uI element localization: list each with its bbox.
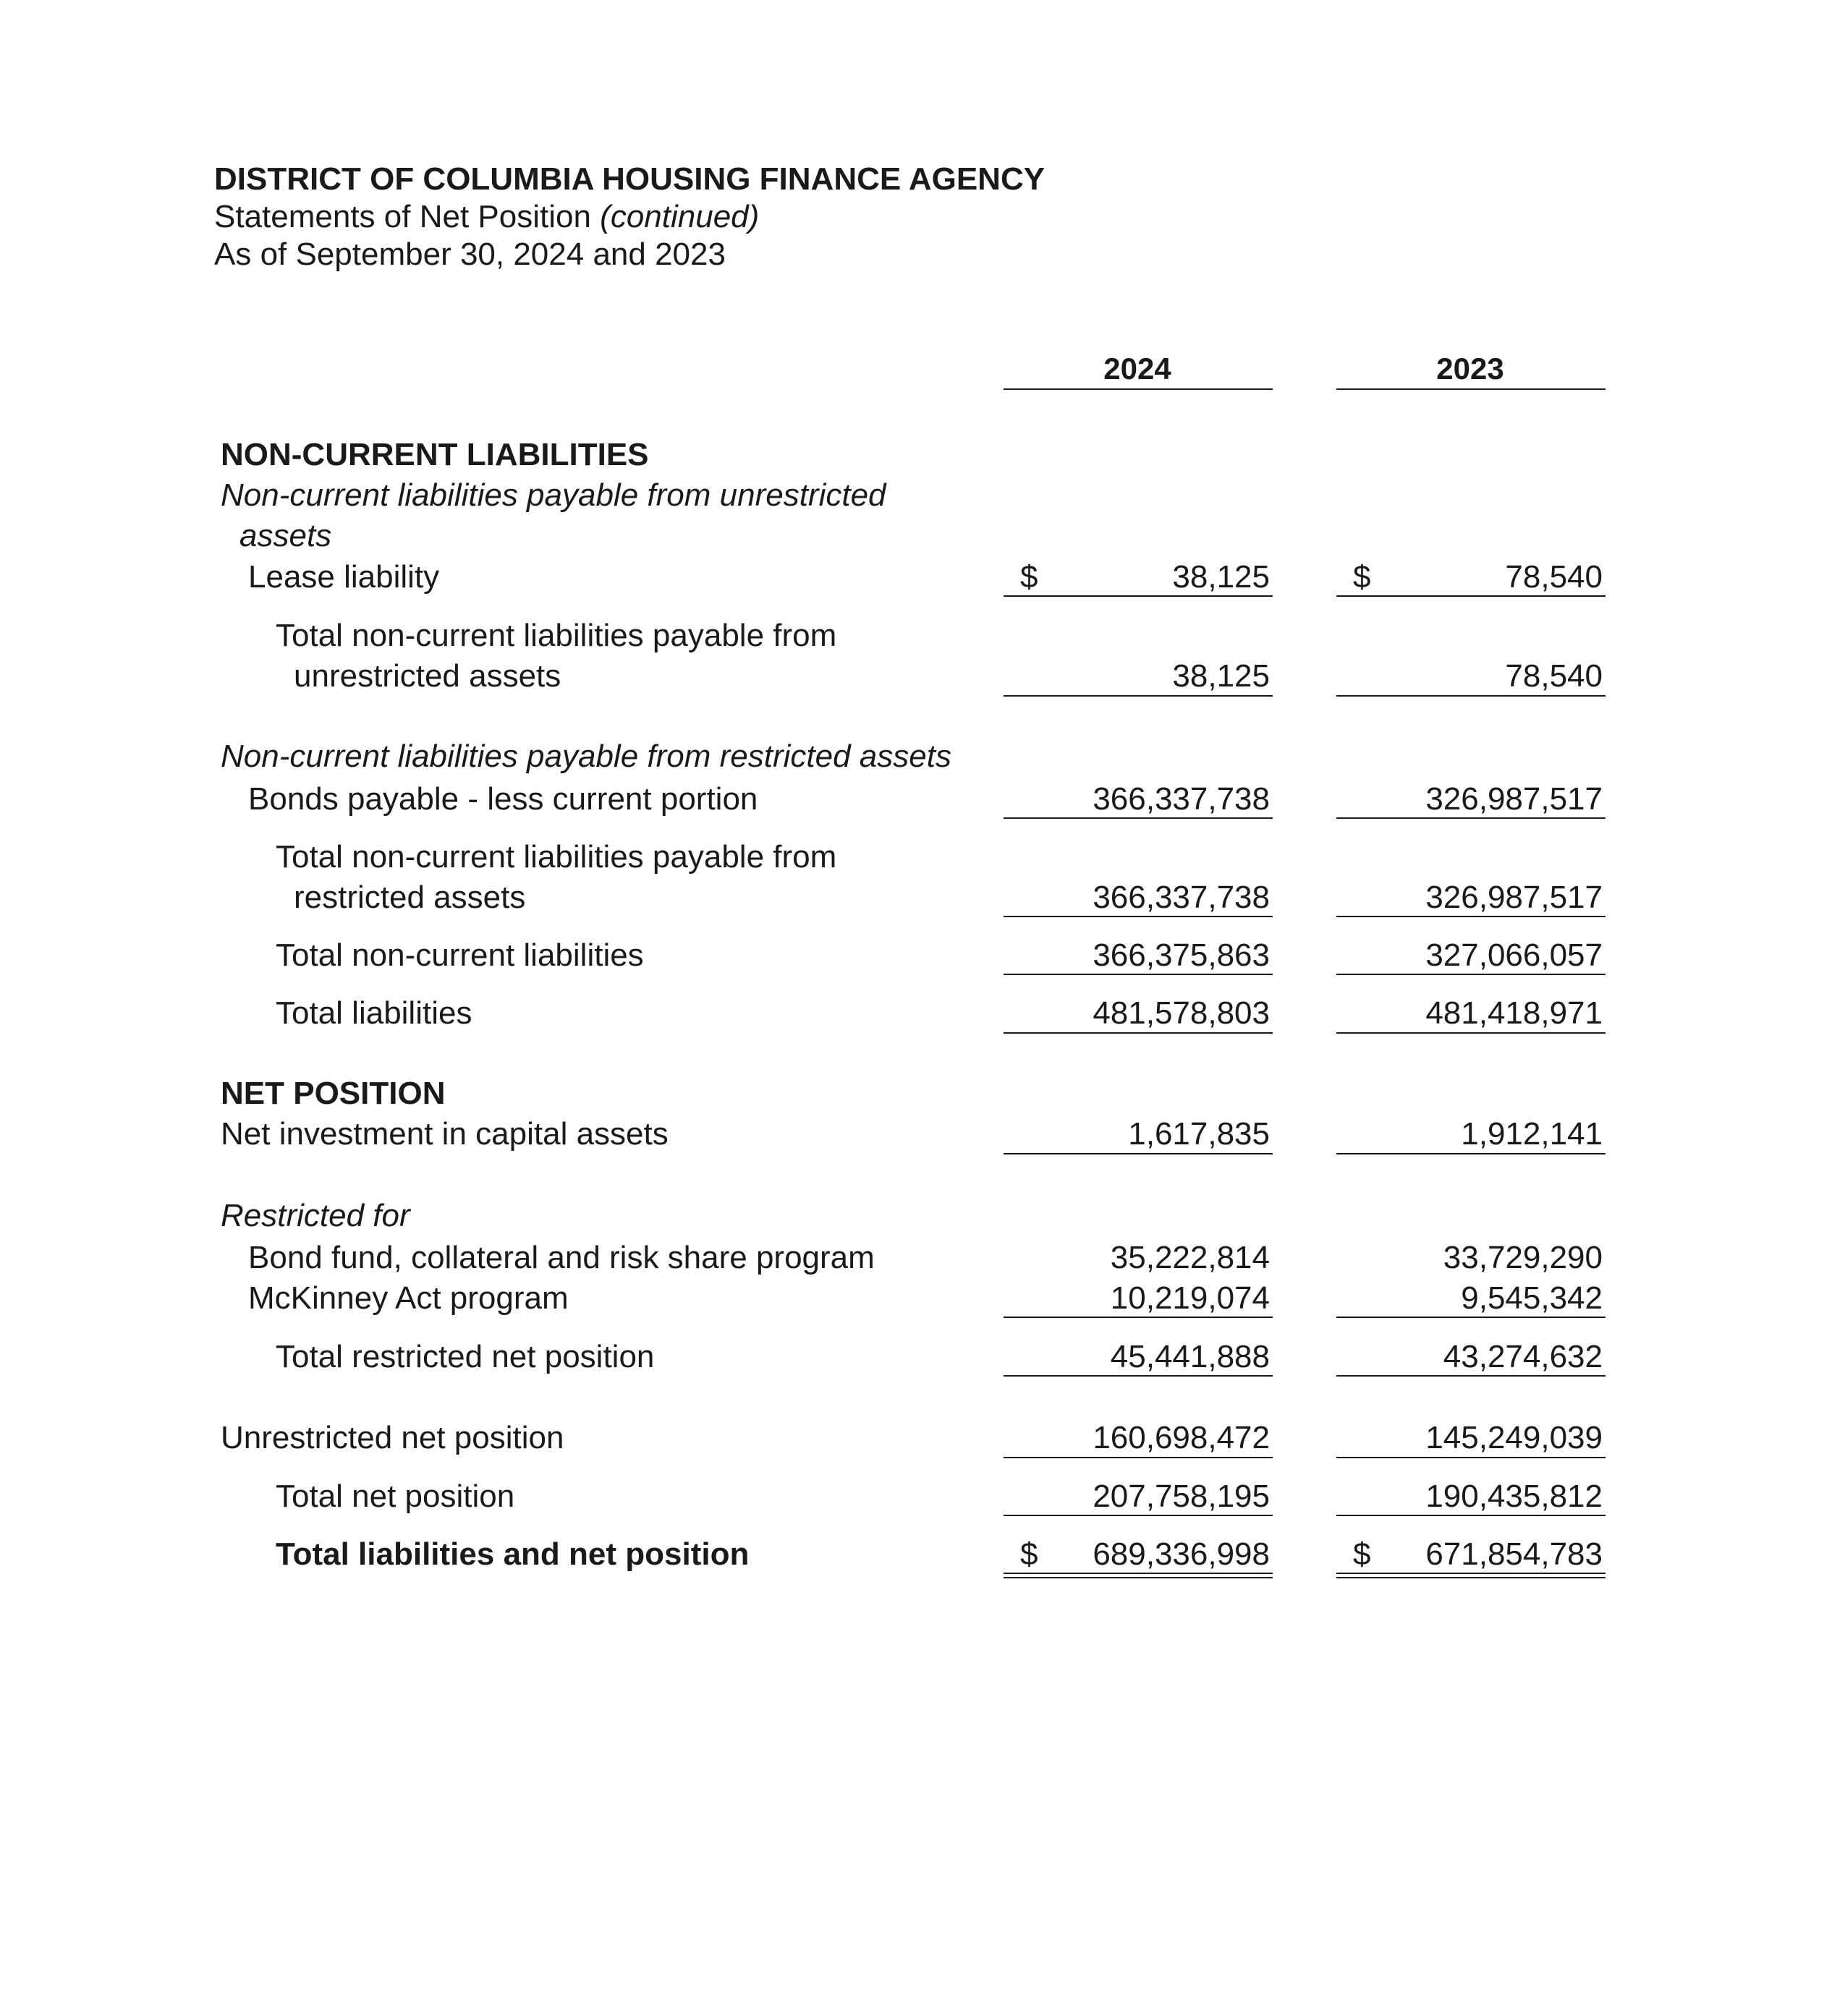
mckinney-label: McKinney Act program: [248, 1280, 569, 1316]
rule: [1004, 974, 1273, 975]
rule: [1336, 695, 1606, 697]
currency-symbol: $: [1020, 559, 1038, 595]
column-rule-2023: [1336, 388, 1606, 390]
column-header-2023: 2023: [1436, 352, 1504, 386]
rule: [1004, 817, 1273, 819]
rule: [1004, 1457, 1273, 1458]
bonds-payable-2024: 366,337,738: [1093, 781, 1270, 817]
lease-liability-2024: 38,125: [1172, 559, 1270, 595]
total-restricted-net-label: Total restricted net position: [276, 1339, 655, 1374]
rule: [1336, 1153, 1606, 1154]
total-restricted-net-2023: 43,274,632: [1443, 1339, 1603, 1374]
rule: [1336, 1457, 1606, 1458]
total-net-position-2024: 207,758,195: [1093, 1479, 1270, 1514]
bond-fund-label: Bond fund, collateral and risk share program: [248, 1240, 875, 1275]
statement-title: [214, 198, 759, 236]
total-liabilities-label: Total liabilities: [276, 995, 472, 1031]
total-unrestricted-2023: 78,540: [1505, 658, 1603, 694]
rule: [1336, 595, 1606, 597]
currency-symbol: $: [1020, 1536, 1038, 1572]
unrestricted-net-label: Unrestricted net position: [221, 1420, 564, 1455]
mckinney-2023: 9,545,342: [1461, 1280, 1603, 1316]
grand-total-2024: 689,336,998: [1093, 1536, 1270, 1572]
bond-fund-2023: 33,729,290: [1443, 1240, 1603, 1275]
bonds-payable-2023: 326,987,517: [1425, 781, 1603, 817]
rule: [1004, 695, 1273, 697]
total-unrestricted-label-cont: unrestricted assets: [294, 658, 561, 694]
total-noncurrent-2023: 327,066,057: [1425, 937, 1603, 973]
column-header-2024: 2024: [1103, 352, 1171, 386]
lease-liability-2023: 78,540: [1505, 559, 1603, 595]
net-position-heading: NET POSITION: [221, 1076, 446, 1111]
rule: [1004, 916, 1273, 917]
currency-symbol: $: [1353, 559, 1371, 595]
lease-liability-label: Lease liability: [248, 559, 440, 595]
grand-total-2023: 671,854,783: [1425, 1536, 1603, 1572]
rule: [1336, 817, 1606, 819]
rule: [1336, 1317, 1606, 1318]
unrestricted-heading: Non-current liabilities payable from unrestricted: [221, 477, 886, 513]
total-noncurrent-label: Total non-current liabilities: [276, 937, 644, 973]
capital-assets-2024: 1,617,835: [1128, 1116, 1270, 1152]
noncurrent-heading: NON-CURRENT LIABILITIES: [221, 437, 649, 472]
column-rule-2024: [1004, 388, 1273, 390]
mckinney-2024: 10,219,074: [1110, 1280, 1270, 1316]
rule: [1336, 974, 1606, 975]
total-restricted-label: Total non-current liabilities payable from: [276, 839, 837, 875]
capital-assets-label: Net investment in capital assets: [221, 1116, 669, 1152]
rule: [1004, 1153, 1273, 1154]
bond-fund-2024: 35,222,814: [1110, 1240, 1270, 1275]
capital-assets-2023: 1,912,141: [1461, 1116, 1603, 1152]
total-restricted-liab-2024: 366,337,738: [1093, 880, 1270, 915]
rule: [1336, 1515, 1606, 1516]
rule: [1004, 1317, 1273, 1318]
currency-symbol: $: [1353, 1536, 1371, 1572]
double-rule: [1336, 1573, 1606, 1578]
restricted-heading: Non-current liabilities payable from restricted assets: [221, 739, 951, 774]
total-unrestricted-label: Total non-current liabilities payable from: [276, 618, 837, 653]
bonds-payable-label: Bonds payable - less current portion: [248, 781, 758, 817]
as-of-date: As of September 30, 2024 and 2023: [214, 237, 726, 272]
total-noncurrent-2024: 366,375,863: [1093, 937, 1270, 973]
total-restricted-liab-2023: 326,987,517: [1425, 880, 1603, 915]
total-liabilities-2023: 481,418,971: [1425, 995, 1603, 1031]
rule: [1336, 916, 1606, 917]
rule: [1336, 1032, 1606, 1034]
total-unrestricted-2024: 38,125: [1172, 658, 1270, 694]
unrestricted-net-2024: 160,698,472: [1093, 1420, 1270, 1455]
rule: [1004, 1032, 1273, 1034]
grand-total-label: Total liabilities and net position: [276, 1536, 750, 1572]
total-net-position-2023: 190,435,812: [1425, 1479, 1603, 1514]
statement-name: Statements of Net Position: [214, 199, 591, 234]
total-restricted-net-2024: 45,441,888: [1110, 1339, 1270, 1374]
statement-suffix: (continued): [600, 199, 760, 234]
agency-title: DISTRICT OF COLUMBIA HOUSING FINANCE AGENCY: [214, 161, 1046, 197]
rule: [1004, 595, 1273, 597]
total-liabilities-2024: 481,578,803: [1093, 995, 1270, 1031]
total-net-position-label: Total net position: [276, 1479, 515, 1514]
restricted-for-heading: Restricted for: [221, 1198, 410, 1233]
total-restricted-label-cont: restricted assets: [294, 880, 526, 915]
unrestricted-net-2023: 145,249,039: [1425, 1420, 1603, 1455]
rule: [1004, 1515, 1273, 1516]
rule: [1336, 1375, 1606, 1377]
rule: [1004, 1375, 1273, 1377]
double-rule: [1004, 1573, 1273, 1578]
unrestricted-heading-cont: assets: [239, 518, 332, 553]
